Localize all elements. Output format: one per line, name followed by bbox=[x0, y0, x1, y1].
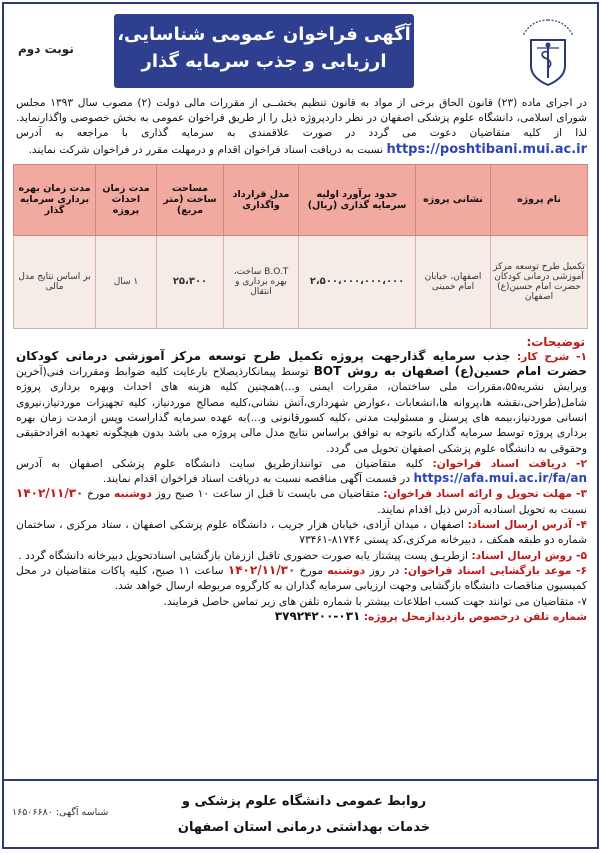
documents-link[interactable]: https://afa.mui.ac.ir/fa/an bbox=[413, 471, 587, 486]
column-header: نام پروژه bbox=[491, 164, 588, 235]
table-header-row bbox=[14, 164, 588, 235]
item-1 bbox=[16, 349, 587, 456]
explanations-title: توضیحات: bbox=[526, 334, 585, 349]
item-4 bbox=[16, 517, 587, 548]
publisher bbox=[154, 789, 454, 841]
item-6-mid: مورخ bbox=[299, 563, 323, 577]
item-2-label: ۲- دریافت اسناد فراخوان: bbox=[432, 456, 587, 470]
item-5 bbox=[16, 548, 587, 563]
item-1-text: توسط پیمانکارذیصلاح بارعایت کلیه ضوابط ومقررات فنی(آخرین ویرایش نشریه۵۵،مقررات ملی ساختمان، مقررات ایمنی و...)همچنین کلیه هزینه های احداث وبهره برداری پروژه شامل(طراحی،نقشه ها،پروانه ها،انشعابات ،عوارض شهرداری،آتش نشانی،کلیه مصالح موردنیاز، کلیه تجهیزات موردنیاز،نیروی انسانی موردنیاز،بیمه های پرسنل و مسئولیت مدنی ،کلیه کسورقانونی و...)به عهده سرمایه گذاراست وپس ازمدت زمان بهره برداری پروژه توسط سرمایه گذارکه باتوجه به توافق براساس نتایج مدل مالی پروژه می باشد بدون هیچگونه تعهدبه افرادحقیقی وحقوقی به دانشگاه علوم پزشکی اصفهان تحویل می گردد. bbox=[16, 365, 587, 455]
table-cell: اصفهان، خیابان امام خمینی bbox=[416, 235, 491, 328]
item-4-text: اصفهان ، میدان آزادی، خیابان هزار جریب ، دانشگاه علوم پزشکی اصفهان ، ستاد مرکزی ، ساختمان شماره دو طبقه همکف ، دبیرخانه مرکزی،کد پستی ۸۱۷۴۶-۷۳۴۶۱ bbox=[16, 518, 587, 547]
column-header: حدود برآورد اولیه سرمایه گذاری (ریال) bbox=[299, 164, 416, 235]
item-7-text: ۷- متقاضیان می توانند جهت کسب اطلاعات بیشتر با شماره تلفن های زیر تماس حاصل فرمایند. bbox=[163, 594, 587, 608]
title-box bbox=[114, 14, 414, 88]
item-1-label: ۱- شرح کار: bbox=[516, 349, 587, 363]
footer bbox=[4, 779, 597, 847]
publisher-line-2: خدمات بهداشتی درمانی استان اصفهان bbox=[177, 820, 431, 835]
column-header: نشانی پروژه bbox=[416, 164, 491, 235]
phone-number: ۰۳۱-۳۷۹۲۴۲۰۰ bbox=[274, 608, 361, 623]
item-6-text: در روز bbox=[369, 563, 400, 577]
item-7 bbox=[16, 594, 587, 609]
table-cell: تکمیل طرح توسعه مرکز آموزشی درمانی کودکان حضرت امام حسین(ع) اصفهان bbox=[491, 235, 588, 328]
item-3-day: دوشنبه bbox=[114, 487, 152, 501]
item-2-text: کلیه متقاضیان می توانندازطریق سایت دانشگاه علوم پزشکی اصفهان به آدرس bbox=[16, 456, 424, 470]
item-3-date: ۱۴۰۲/۱۱/۳۰ bbox=[16, 486, 84, 501]
round-label: نوبت دوم bbox=[18, 42, 74, 56]
item-6-date: ۱۴۰۲/۱۱/۳۰ bbox=[227, 562, 296, 577]
intro-text: در اجرای ماده (۲۳) قانون الحاق برخی از مواد به قانون تنظیم بخشــی از مقررات مالی دولت (۲) مصوب سال ۱۳۹۳ مجلس شورای اسلامی، دانشگاه علوم پزشکی اصفهان در نظر داردپروژه ذیل را از طریق فراخوان عمومی به بخش خصوصی واگذارنماید. لذا از کلیه متقاضیان دعوت می گردد در صورت علاقمندی به سرمایه گذاری با مراجعه به آدرس bbox=[16, 97, 587, 140]
item-3-text: متقاضیان می بایست تا قبل از ساعت ۱۰ صبح روز bbox=[155, 487, 380, 501]
announcement-page bbox=[2, 2, 599, 849]
item-1-bold: جذب سرمایه گذارجهت پروژه تکمیل طرح توسعه مرکز آموزشی درمانی کودکان حضرت امام حسین(ع) اصفهان به روش BOT bbox=[16, 348, 588, 379]
intro-text-after: نسبت به دریافت اسناد فراخوان اقدام و درمهلت مقرر در فراخوان شرکت نمایند. bbox=[28, 143, 384, 156]
portal-link[interactable]: https://poshtibani.mui.ac.ir bbox=[386, 141, 587, 157]
column-header: مدل قرارداد واگذاری bbox=[224, 164, 299, 235]
item-6 bbox=[16, 563, 587, 594]
item-2 bbox=[16, 456, 587, 487]
ad-code: شناسه آگهی: ۱۶۵۰۶۶۸۰ bbox=[12, 807, 109, 818]
header bbox=[4, 4, 597, 96]
table-row bbox=[14, 235, 588, 328]
university-logo-icon bbox=[507, 14, 589, 92]
column-header: مدت زمان احداث پروژه bbox=[96, 164, 157, 235]
publisher-line-1: روابط عمومی دانشگاه علوم پزشکی و bbox=[181, 794, 427, 809]
table-cell: بر اساس نتایج مدل مالی bbox=[14, 235, 96, 328]
item-3 bbox=[16, 486, 587, 517]
column-header: مساحت ساخت (متر مربع) bbox=[157, 164, 224, 235]
title-line-2: ارزیابی و جذب سرمایه گذار bbox=[141, 51, 387, 72]
project-table bbox=[13, 164, 588, 329]
item-2-text-after: در قسمت آگهی مناقصه نسبت به دریافت اسناد فراخوان اقدام نمایند. bbox=[102, 472, 411, 486]
item-6-day: دوشنبه bbox=[327, 563, 366, 577]
item-6-text-after: ساعت ۱۱ صبح، کلیه پاکات متقاضیان در محل کمیسیون مناقصات دانشگاه بازگشایی وجهت ارزیابی سرمایه گذاران به کارگروه مربوطه ارسال خواهد شد. bbox=[16, 563, 587, 593]
item-6-label: ۶- موعد بازگشایی اسناد فراخوان: bbox=[403, 563, 588, 577]
explanations-body bbox=[4, 349, 597, 624]
column-header: مدت زمان بهره برداری سرمایه گذار bbox=[14, 164, 96, 235]
table-cell: ۱ سال bbox=[96, 235, 157, 328]
phone-label: شماره تلفن درخصوص بازدیدازمحل پروژه: bbox=[363, 609, 587, 623]
table-cell: B.O.T ساخت، بهره برداری و انتقال bbox=[224, 235, 299, 328]
item-3-label: ۳- مهلت تحویل و ارائه اسناد فراخوان: bbox=[383, 487, 587, 501]
item-4-label: ۴- آدرس ارسال اسناد: bbox=[467, 518, 588, 532]
phone-line bbox=[16, 609, 587, 624]
intro-paragraph bbox=[4, 96, 597, 158]
title-line-1: آگهی فراخوان عمومی شناسایی، bbox=[117, 24, 411, 45]
table-cell: ۲،۵۰۰،۰۰۰،۰۰۰،۰۰۰ bbox=[299, 235, 416, 328]
item-3-text-after: نسبت به تحویل اسنادبه آدرس ذیل اقدام نمایند. bbox=[377, 502, 587, 516]
item-5-label: ۵- روش ارسال اسناد: bbox=[471, 548, 587, 562]
table-cell: ۲۵،۳۰۰ bbox=[157, 235, 224, 328]
item-5-text: ازطریـق پست پیشتاز یابه صورت حضوری تاقبل اززمان بازگشایی اسنادتحویل دبیرخانه دانشگاه گردد . bbox=[18, 548, 468, 562]
item-3-mid: مورخ bbox=[87, 487, 111, 501]
